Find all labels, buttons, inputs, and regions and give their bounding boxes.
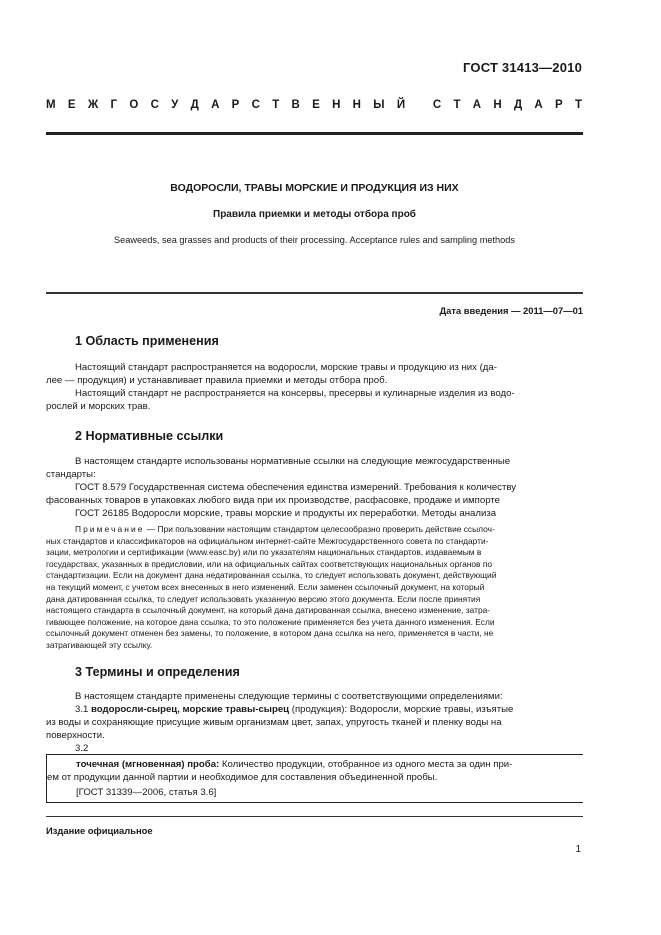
section-2-note — [46, 524, 583, 652]
text-line: ГОСТ 26185 Водоросли морские, травы морские и продукты их переработки. Методы анализа — [75, 508, 497, 519]
section-1-paragraph — [46, 361, 583, 413]
banner-letter: С — [432, 99, 442, 111]
banner-letter: О — [129, 99, 139, 111]
banner-letter: Г — [110, 99, 118, 111]
text-line: поверхности. — [46, 730, 105, 741]
text-line: (продукция): Водоросли, морские травы, изъятые — [289, 704, 514, 715]
text-line: ГОСТ 8.579 Государственная система обеспечения единства измерений. Требования к количеству — [75, 482, 517, 493]
note-line: на текущий момент, с учетом всех внесенных в него изменений. Если заменен ссылочный документ, на который — [46, 581, 485, 592]
introduction-date: Дата введения — 2011—07—01 — [439, 305, 583, 316]
banner-letter: Т — [574, 99, 582, 111]
banner-letter: Н — [332, 99, 341, 111]
section-2-paragraph — [46, 455, 583, 520]
text-line: стандарты: — [46, 469, 96, 480]
note-line: стандартизации. Если на документ дана недатированная ссылка, то следует использовать документ, действующий — [46, 570, 497, 581]
document-title-english: Seaweeds, sea grasses and products of their processing. Acceptance rules and sampling methods — [114, 235, 515, 245]
banner-letter: С — [150, 99, 159, 111]
header-rule — [46, 132, 583, 135]
term: точечная (мгновенная) проба: — [76, 759, 220, 770]
banner-letter: Ж — [87, 99, 99, 111]
note-line: ных стандартов и классификаторов на официальном интернет-сайте Межгосударственного совета по стандарти- — [46, 535, 489, 546]
banner-letter: Н — [352, 99, 361, 111]
banner-letter: Н — [493, 99, 502, 111]
definition-source: [ГОСТ 31339—2006, статья 3.6] — [76, 787, 217, 798]
definition-text — [47, 758, 581, 784]
text-line: рослей и морских трав. — [46, 401, 151, 412]
banner-letter: Д — [190, 99, 199, 111]
section-2-heading: 2 Нормативные ссылки — [75, 429, 224, 443]
note-label: Примечание — [75, 524, 145, 534]
banner-letter: Р — [231, 99, 240, 111]
section-3-paragraph — [46, 690, 583, 755]
section-1-heading: 1 Область применения — [75, 334, 219, 348]
text-line: В настоящем стандарте применены следующие термины с соответствующими определениями: — [75, 691, 503, 702]
gost-code: ГОСТ 31413—2010 — [463, 60, 582, 75]
banner-letter: А — [211, 99, 220, 111]
note-line: настоящего стандарта в ссылочный документ, на который дана датированная ссылка, внесено изменение, затра- — [46, 605, 491, 616]
note-line: гивающее положение, на которое дана ссылка, то это положение применяется без учета данного изменения. Если — [46, 616, 495, 627]
term-number: 3.2 — [75, 743, 89, 754]
banner-letter: Ы — [373, 99, 385, 111]
banner-letter: Т — [272, 99, 280, 111]
definition-box — [46, 754, 583, 803]
document-title: ВОДОРОСЛИ, ТРАВЫ МОРСКИЕ И ПРОДУКЦИЯ ИЗ НИХ — [170, 182, 459, 194]
text-line: ем от продукции данной партии и необходимое для составления объединенной пробы. — [47, 772, 438, 783]
standard-banner — [46, 99, 582, 111]
banner-letter: В — [291, 99, 300, 111]
text-line: из воды и сохраняющие присущие живым организмам цвет, запах, упругость тканей и пленку воды на — [46, 717, 502, 728]
text-line: лее — продукция) и устанавливает правила приемки и методы отбора проб. — [46, 375, 388, 386]
banner-gap — [417, 99, 420, 111]
note-line: затрагивающей эту ссылку. — [46, 639, 153, 650]
note-line: — При пользовании настоящим стандартом целесообразно проверить действие ссылоч- — [144, 524, 495, 534]
banner-letter: У — [171, 99, 179, 111]
text-line: В настоящем стандарте использованы нормативные ссылки на следующие межгосударственные — [75, 456, 511, 467]
text-line: Настоящий стандарт распространяется на водоросли, морские травы и продукцию из них (да- — [75, 362, 497, 373]
note-line: ссылочный документ отменен без замены, то положение, в котором дана ссылка на него, применяется в части, не — [46, 628, 494, 639]
document-subtitle: Правила приемки и методы отбора проб — [213, 209, 416, 220]
banner-letter: Е — [312, 99, 320, 111]
section-3-heading: 3 Термины и определения — [75, 665, 240, 679]
banner-letter: Т — [453, 99, 461, 111]
text-line: фасованных товаров в упаковках любого вида при их производстве, расфасовке, продаже и импорте — [46, 495, 500, 506]
banner-letter: Е — [67, 99, 76, 111]
text-line: Количество продукции, отобранное из одного места за один при- — [219, 759, 513, 770]
note-line: государствах, указанных в предисловии, или на официальных сайтах соответствующих национальных органов по — [46, 558, 493, 569]
title-rule — [46, 292, 583, 294]
term: водоросли-сырец, морские травы-сырец — [91, 704, 290, 715]
banner-letter: М — [46, 99, 56, 111]
footer-rule — [46, 816, 583, 817]
page-number: 1 — [575, 844, 581, 855]
text-line: Настоящий стандарт не распространяется на консервы, пресервы и кулинарные изделия из водо- — [75, 388, 515, 399]
banner-letter: Й — [396, 99, 406, 111]
note-line: зации, метрологии и сертификации (www.easc.by) или по указателям национальных стандартов, издаваемым в — [46, 547, 482, 558]
banner-letter: А — [472, 99, 482, 111]
banner-letter: А — [534, 99, 543, 111]
edition-label: Издание официальное — [46, 825, 153, 836]
term-number: 3.1 — [75, 704, 92, 715]
banner-letter: Д — [513, 99, 523, 111]
banner-letter: С — [251, 99, 260, 111]
note-line: дана датированная ссылка, то следует использовать указанную версию этого документа. Если после принятия — [46, 593, 481, 604]
banner-letter: Р — [555, 99, 563, 111]
